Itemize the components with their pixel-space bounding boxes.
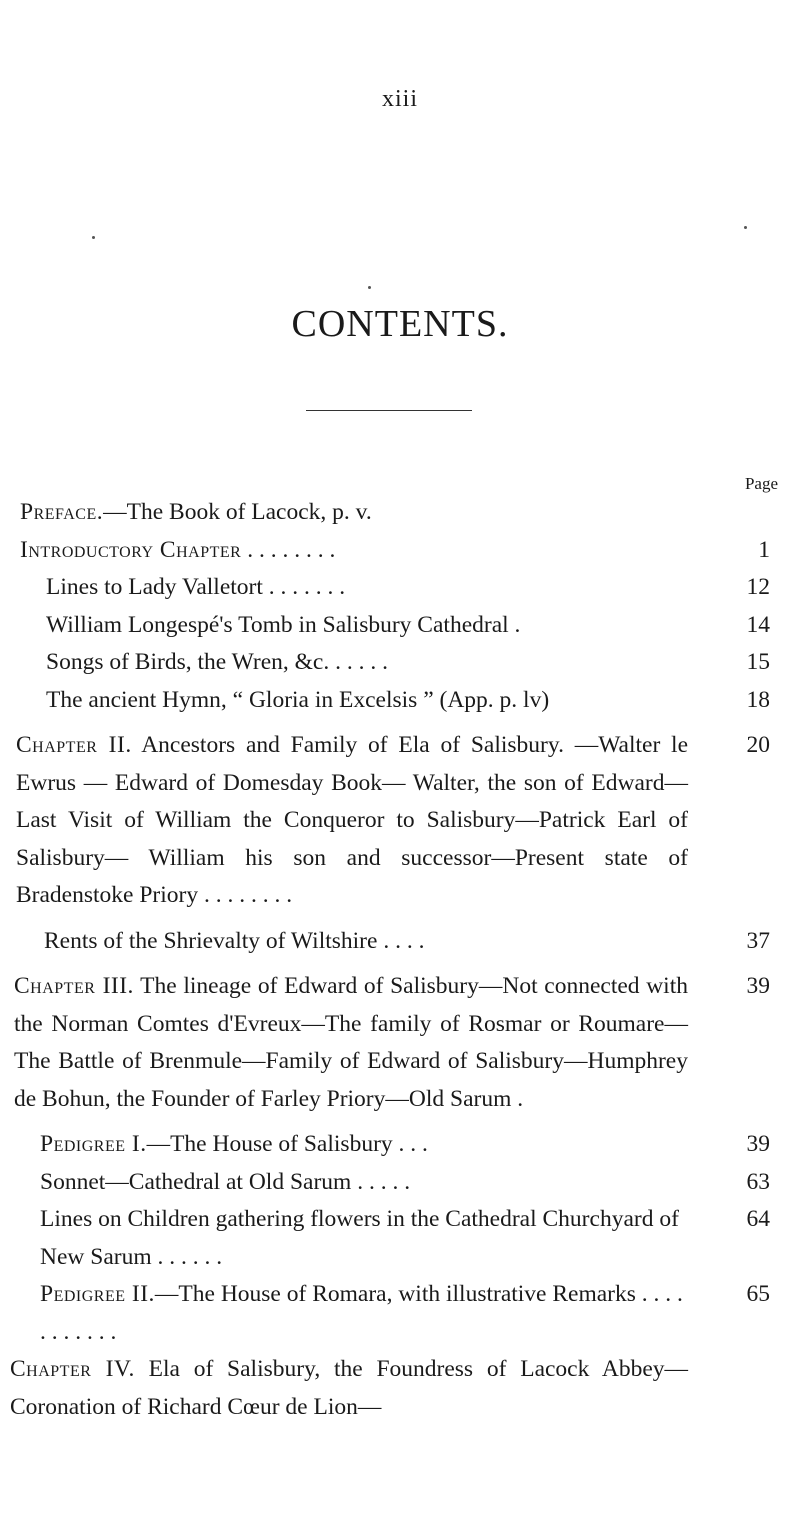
entry-text: Lines on Children gathering flowers in the Cathedral Churchyard of New Sarum bbox=[40, 1206, 679, 1270]
leader-dots: . bbox=[511, 1085, 524, 1112]
table-of-contents bbox=[0, 494, 800, 1426]
entry-page: 39 bbox=[746, 973, 770, 999]
entry-text: Sonnet—Cathedral at Old Sarum bbox=[40, 1168, 352, 1195]
toc-entry-longespe-tomb bbox=[0, 607, 800, 645]
entry-lead: Chapter IV. bbox=[10, 1356, 135, 1382]
entry-page: 14 bbox=[746, 611, 770, 638]
entry-text: Songs of Birds, the Wren, &c. bbox=[46, 649, 330, 675]
entry-text: Lines to Lady Valletort bbox=[46, 574, 263, 600]
leader-dots: . . . . . . bbox=[151, 1243, 223, 1270]
leader-dots: . . . . bbox=[377, 927, 425, 954]
entry-lead: Chapter II. bbox=[16, 732, 132, 758]
leader-dots: . . . . . bbox=[329, 649, 388, 675]
entry-page: 64 bbox=[746, 1206, 770, 1232]
entry-text: Ela of Salisbury, the Foundress of Lacock Abbey—Coronation of Richard Cœur de Lion— bbox=[10, 1356, 688, 1420]
toc-entry-shrievalty-rents bbox=[0, 923, 800, 961]
entry-text: William Longespé's Tomb in Salisbury Cathedral bbox=[46, 611, 509, 638]
toc-entry-sonnet-old-sarum bbox=[0, 1164, 800, 1202]
entry-page: 15 bbox=[746, 649, 770, 675]
entry-page: 1 bbox=[758, 536, 770, 563]
ink-speck bbox=[744, 226, 747, 229]
leader-dots: . . . bbox=[392, 1131, 428, 1157]
leader-dots: . . . . . . . . . . . bbox=[40, 1281, 683, 1345]
toc-entry-chapter-2 bbox=[0, 727, 800, 915]
entry-text: —The House of Romara, with illustrative Remarks bbox=[154, 1281, 636, 1307]
leader-dots: . bbox=[508, 611, 521, 638]
entry-page: 12 bbox=[746, 574, 770, 600]
toc-entry-chapter-4 bbox=[0, 1351, 800, 1426]
entry-page: 39 bbox=[746, 1131, 770, 1157]
entry-page: 37 bbox=[746, 927, 770, 954]
entry-text: The lineage of Edward of Salisbury—Not connected with the Norman Comtes d'Evreux—The family of Rosmar or Roumare—The Battle of Brenmule—Family of Edward of Salisbury—Humphrey de Bohun, the Founder of Farley Priory—Old Sarum bbox=[14, 973, 688, 1112]
entry-text: —The Book of Lacock, p. v. bbox=[103, 499, 372, 525]
toc-entry-chapter-3 bbox=[0, 968, 800, 1118]
entry-page: 63 bbox=[746, 1168, 770, 1195]
entry-page: 20 bbox=[746, 732, 770, 758]
toc-entry-pedigree-2 bbox=[0, 1276, 800, 1351]
contents-title: CONTENTS. bbox=[291, 303, 509, 345]
entry-page: 18 bbox=[746, 686, 770, 713]
toc-entry-songs-of-birds bbox=[0, 644, 800, 682]
ink-speck bbox=[368, 286, 371, 289]
page-folio: xiii bbox=[381, 86, 418, 112]
title-rule bbox=[306, 410, 472, 411]
entry-lead: Pedigree II. bbox=[40, 1281, 155, 1307]
entry-text: Ancestors and Family of Ela of Salisbury. —Walter le Ewrus — Edward of Domesday Book— Walter, the son of Edward—Last Visit of William the Conqueror to Salisbury—Patrick Earl of Salisbury— William his son and successor—Present state of Bradenstoke Priory bbox=[16, 732, 689, 908]
page-column-header: Page bbox=[744, 474, 778, 493]
toc-entry-lines-children bbox=[0, 1201, 800, 1276]
toc-entry-ancient-hymn bbox=[0, 682, 800, 720]
entry-lead: Pedigree I. bbox=[40, 1131, 147, 1157]
leader-dots: . . . . . . . . bbox=[241, 536, 336, 563]
entry-lead: Preface. bbox=[20, 499, 104, 525]
entry-text: Rents of the Shrievalty of Wiltshire bbox=[44, 927, 378, 954]
toc-entry-lines-valletort bbox=[0, 569, 800, 607]
entry-text: —The House of Salisbury bbox=[146, 1131, 393, 1157]
toc-entry-preface bbox=[0, 494, 800, 532]
leader-dots: . . . . . . . bbox=[262, 574, 346, 600]
toc-entry-pedigree-1 bbox=[0, 1126, 800, 1164]
entry-page: 65 bbox=[746, 1281, 770, 1307]
leader-dots: . . . . . . . . bbox=[198, 882, 293, 908]
entry-lead: Introductory Chapter bbox=[20, 536, 242, 563]
entry-text: The ancient Hymn, “ Gloria in Excelsis ” (App. p. lv) bbox=[46, 686, 550, 713]
toc-entry-introductory bbox=[0, 532, 800, 570]
ink-speck bbox=[92, 236, 95, 239]
entry-lead: Chapter III. bbox=[14, 973, 134, 999]
leader-dots: . . . . . bbox=[351, 1168, 411, 1195]
